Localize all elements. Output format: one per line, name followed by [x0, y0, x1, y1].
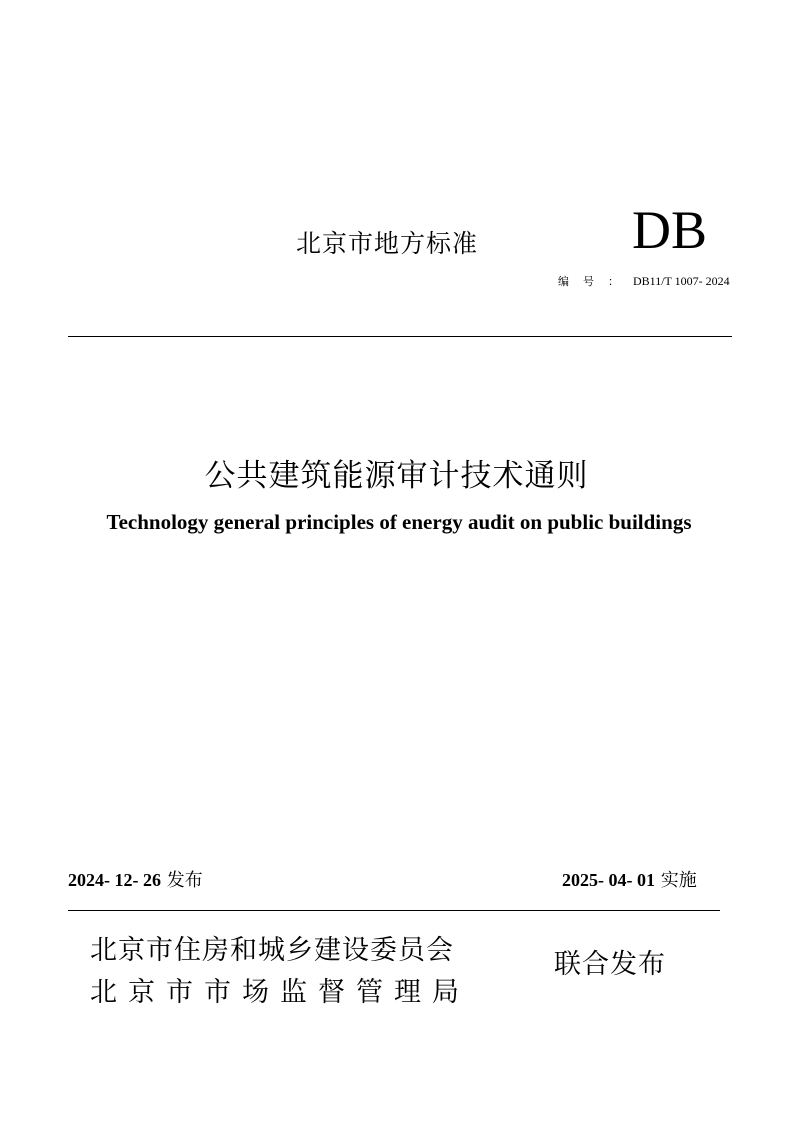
- standard-category: 北京市地方标准: [296, 229, 479, 258]
- implement-label: 实施: [660, 870, 697, 891]
- standard-number: DB11/T 1007- 2024: [633, 274, 730, 288]
- joint-issue-label: 联合发布: [554, 949, 666, 980]
- implement-date: 2025- 04- 01: [562, 870, 655, 890]
- db-mark: DB: [632, 200, 708, 260]
- issue-date-row: [68, 866, 203, 892]
- issuer-housing-commission: 北京市住房和城乡建设委员会: [90, 935, 454, 966]
- issue-label: 发布: [166, 870, 203, 891]
- standard-number-row: [558, 273, 730, 289]
- implement-date-row: [562, 866, 697, 892]
- top-divider: [68, 336, 732, 337]
- issuer-market-bureau: 北京市市场监督管理局: [90, 977, 470, 1008]
- document-title-cn: 公共建筑能源审计技术通则: [204, 458, 589, 494]
- issue-date: 2024- 12- 26: [68, 870, 161, 890]
- document-title-en: Technology general principles of energy audit on public buildings: [106, 510, 692, 534]
- standard-number-label: 编号：: [558, 275, 633, 288]
- bottom-divider: [68, 910, 720, 911]
